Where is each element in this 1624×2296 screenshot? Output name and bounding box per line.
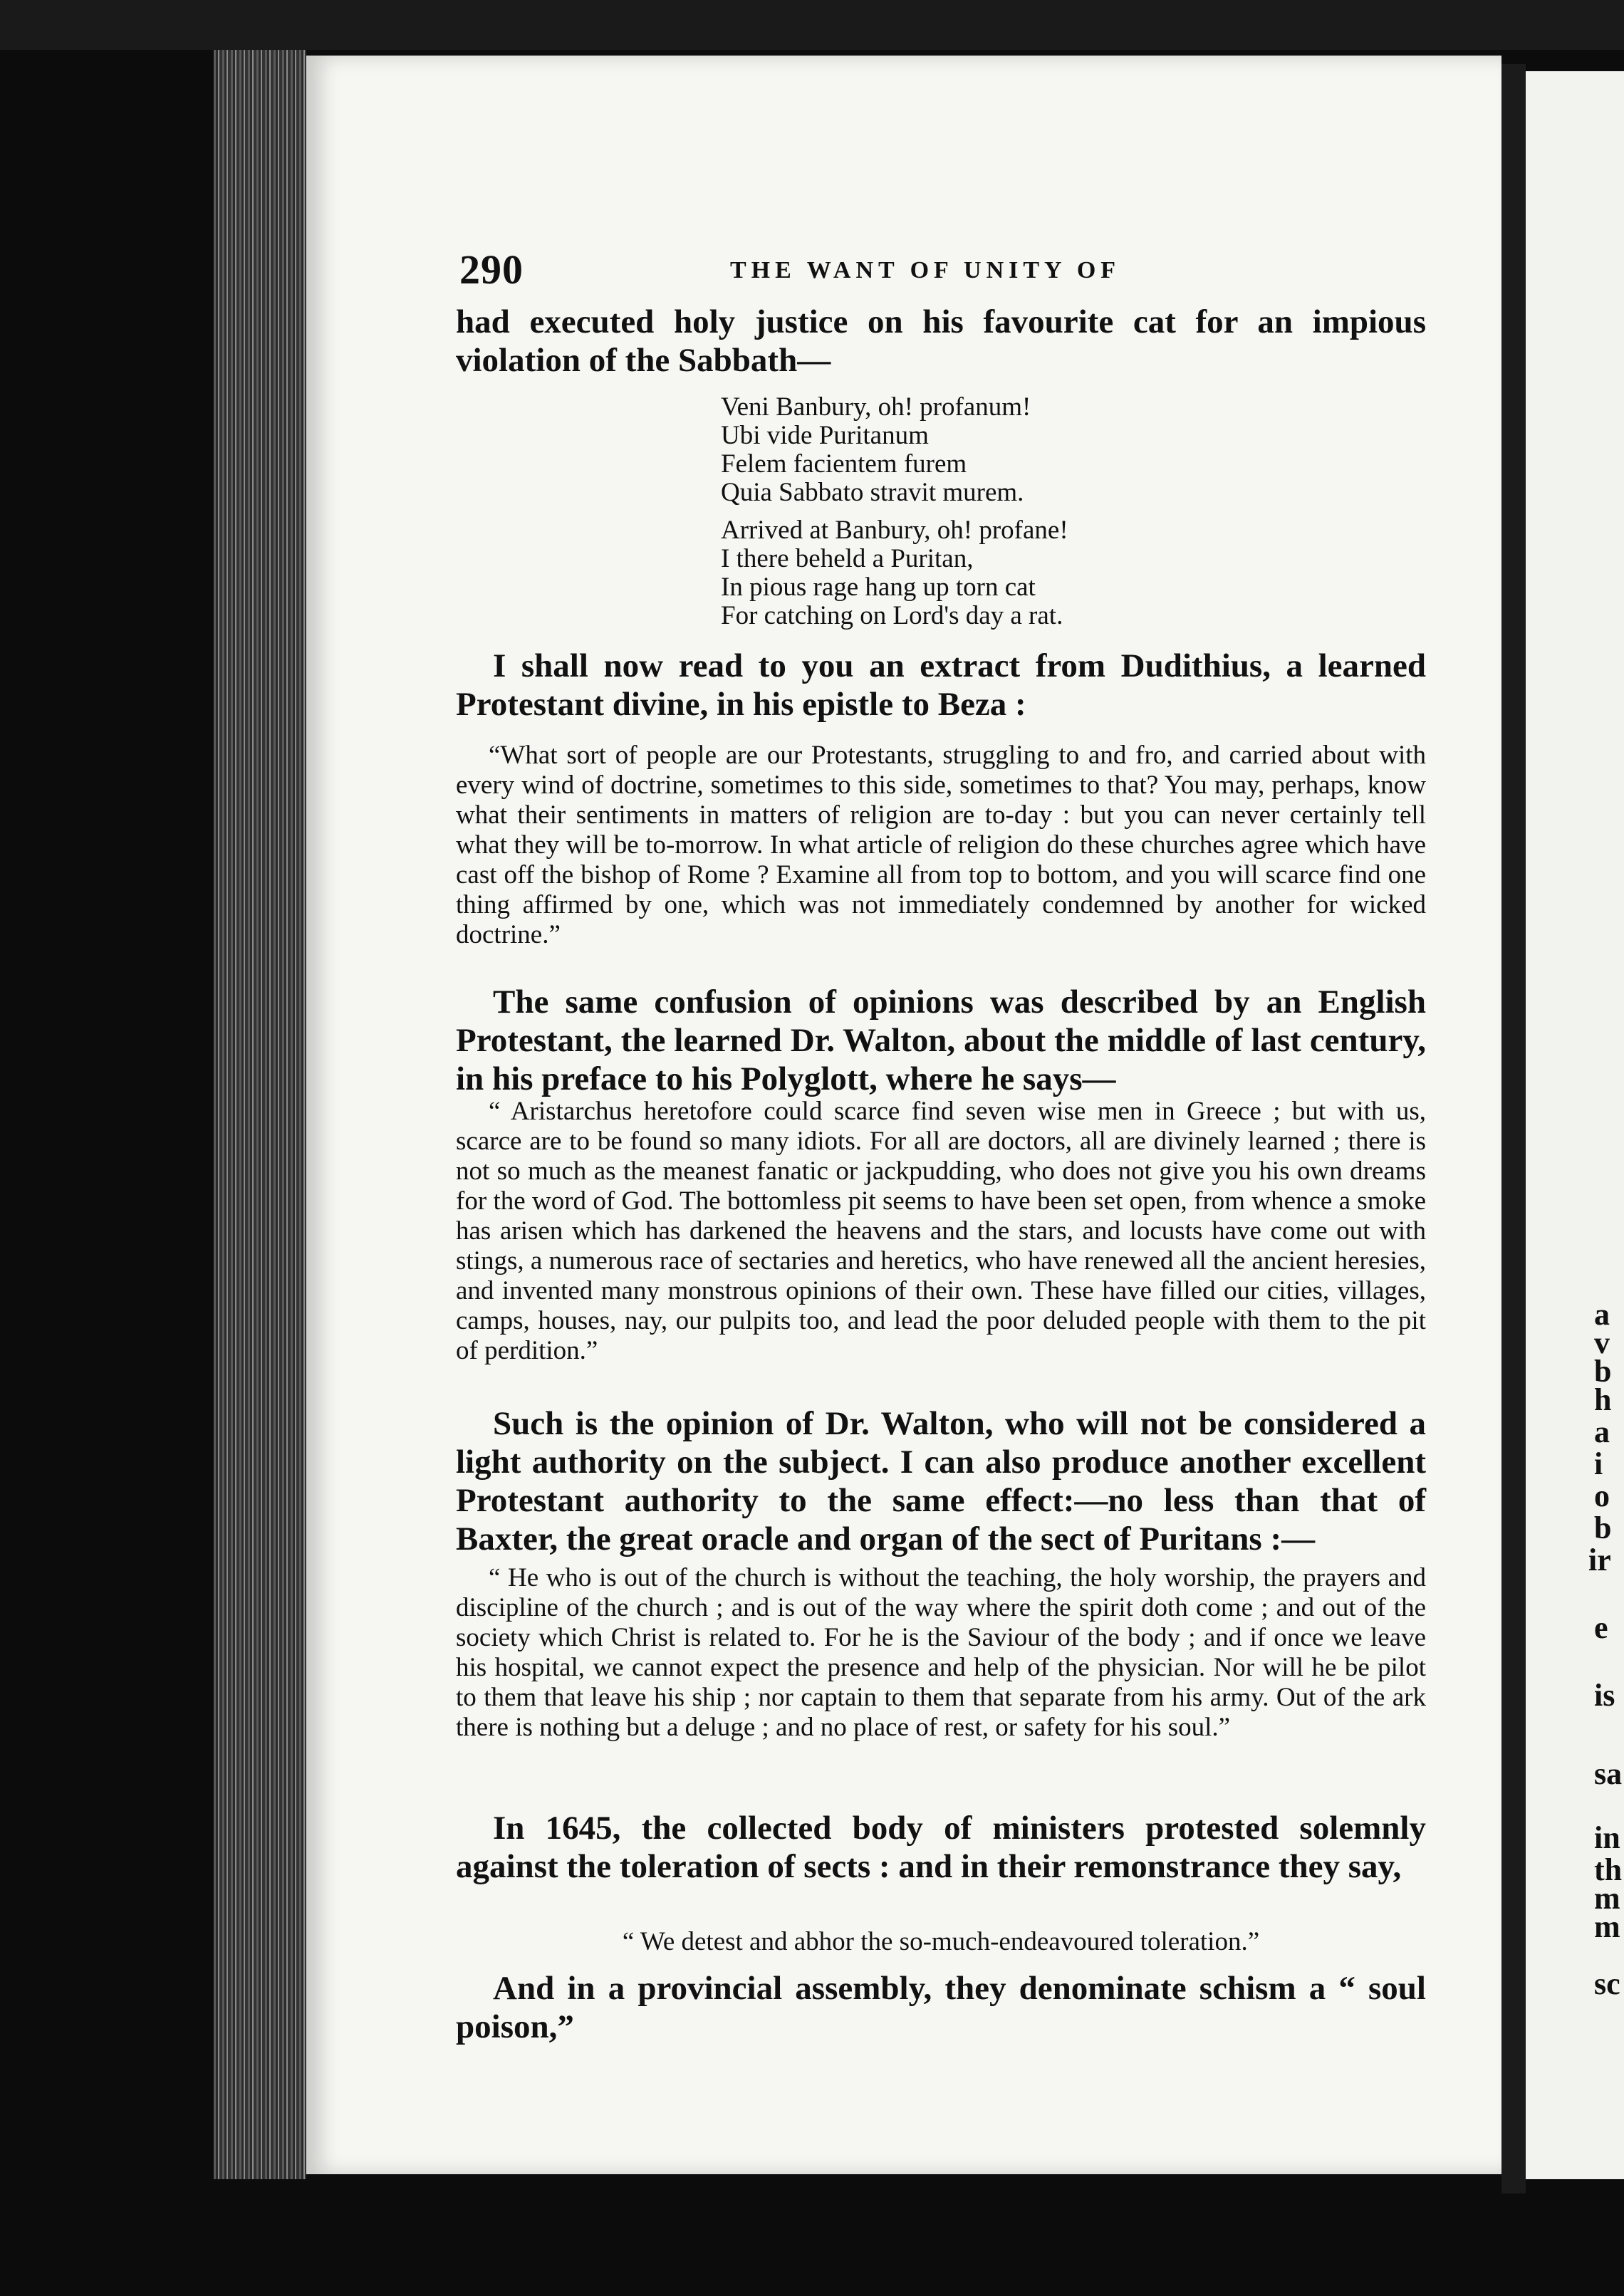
fragment: sa xyxy=(1594,1756,1623,1791)
page-header xyxy=(459,246,1425,296)
fragment: e xyxy=(1594,1610,1608,1645)
paragraph: I shall now read to you an extract from Dudithius, a learned Protestant divine, in his epistle to Beza : xyxy=(456,647,1426,723)
paragraph: The same confusion of opinions was described by an English Protestant, the learned Dr. Walton, about the middle of last century, in his preface to his Polyglott, where he says— xyxy=(456,983,1426,1097)
verse-line: Ubi vide Puritanum xyxy=(721,421,929,450)
quote-baxter xyxy=(456,1563,1426,1743)
book-page-edges xyxy=(214,50,306,2179)
fragment: in xyxy=(1594,1820,1620,1855)
fragment: h xyxy=(1594,1382,1612,1417)
english-verse xyxy=(721,516,1068,630)
paragraph-cat-justice xyxy=(456,303,1426,380)
running-title: THE WANT OF UNITY OF xyxy=(730,257,1121,283)
page-number: 290 xyxy=(459,246,524,293)
fragment: v xyxy=(1594,1325,1610,1360)
scan-top-edge xyxy=(0,0,1624,50)
verse-line: Quia Sabbato stravit murem. xyxy=(721,478,1024,507)
paragraph-schism xyxy=(456,1969,1426,2046)
verse-line: I there beheld a Puritan, xyxy=(721,544,974,573)
fragment: m xyxy=(1594,1881,1620,1916)
block-quote: “ He who is out of the church is without the teaching, the holy worship, the prayers and discipline of the church ; and is out of the way where the spirit doth come ; and out of the society which Christ is related to. For he is the Saviour of the body ; and if once we leave his hospital, we cannot expect the presence and help of the physician. Nor will he be pilot to them that leave his ship ; nor captain to them that separate from his army. Out of the ark there is nothing but a deluge ; and no place of rest, or safety for his soul.” xyxy=(456,1563,1426,1742)
book-gutter xyxy=(1501,64,1526,2193)
verse-line: For catching on Lord's day a rat. xyxy=(721,601,1063,630)
paragraph: In 1645, the collected body of ministers protested solemnly against the toleration of sects : and in their remonstrance they say, xyxy=(456,1810,1426,1885)
verse-line: Arrived at Banbury, oh! profane! xyxy=(721,516,1068,545)
quote-dudithius xyxy=(456,741,1426,950)
fragment: a xyxy=(1594,1414,1610,1449)
verse-line: Felem facientem furem xyxy=(721,449,967,479)
fragment: b xyxy=(1594,1354,1612,1389)
fragment: sc xyxy=(1594,1966,1620,2001)
fragment: ir xyxy=(1588,1543,1611,1577)
paragraph-walton xyxy=(456,983,1426,1098)
fragment: i xyxy=(1594,1446,1603,1481)
fragment: a xyxy=(1594,1297,1610,1332)
block-quote: “What sort of people are our Protestants, struggling to and fro, and carried about with every wind of doctrine, sometimes to this side, sometimes to that? You may, perhaps, know what their sentiments in matters of religion are to-day : but you can never certainly tell what they will be to-morrow. In what article of religion do these churches agree which have cast off the bishop of Rome ? Examine all from top to bottom, and you will scarce find one thing affirmed by one, which was not immediately condemned by another for wicked doctrine.” xyxy=(456,741,1426,949)
fragment: b xyxy=(1594,1510,1612,1545)
fragment: m xyxy=(1594,1909,1620,1944)
paragraph-1645 xyxy=(456,1809,1426,1886)
fragment: is xyxy=(1594,1678,1615,1713)
fragment: th xyxy=(1594,1852,1623,1887)
quote-walton xyxy=(456,1097,1426,1366)
latin-verse xyxy=(721,393,1031,507)
block-quote: “ Aristarchus heretofore could scarce find seven wise men in Greece ; but with us, scarce are to be found so many idiots. For all are doctors, all are divinely learned ; there is not so much as the meanest fanatic or jackpudding, who does not give you his own dreams for the word of God. The bottomless pit seems to have been set open, from whence a smoke has arisen which has darkened the heavens and the stars, and locusts have come out with stings, a numerous race of sectaries and heretics, who have renewed all the ancient heresies, and invented many monstrous opinions of their own. These have filled our cities, villages, camps, houses, nay, our pulpits too, and lead the poor deluded people with them to the pit of perdition.” xyxy=(456,1097,1426,1365)
verse-line: Veni Banbury, oh! profanum! xyxy=(721,392,1031,422)
paragraph-dudithius xyxy=(456,647,1426,724)
paragraph: Such is the opinion of Dr. Walton, who will not be considered a light authority on the subject. I can also produce another excellent Protestant authority to the same effect:—no less than that of Baxter, the great oracle and organ of the sect of Puritans :— xyxy=(456,1405,1426,1557)
paragraph: had executed holy justice on his favourite cat for an impious violation of the Sabbath— xyxy=(456,303,1426,379)
verse-line: In pious rage hang up torn cat xyxy=(721,573,1036,602)
fragment: o xyxy=(1594,1478,1610,1513)
paragraph: And in a provincial assembly, they denominate schism a “ soul poison,” xyxy=(456,1970,1426,2045)
paragraph-baxter xyxy=(456,1404,1426,1558)
quote-toleration: “ We detest and abhor the so-much-endeavoured toleration.” xyxy=(622,1927,1260,1956)
